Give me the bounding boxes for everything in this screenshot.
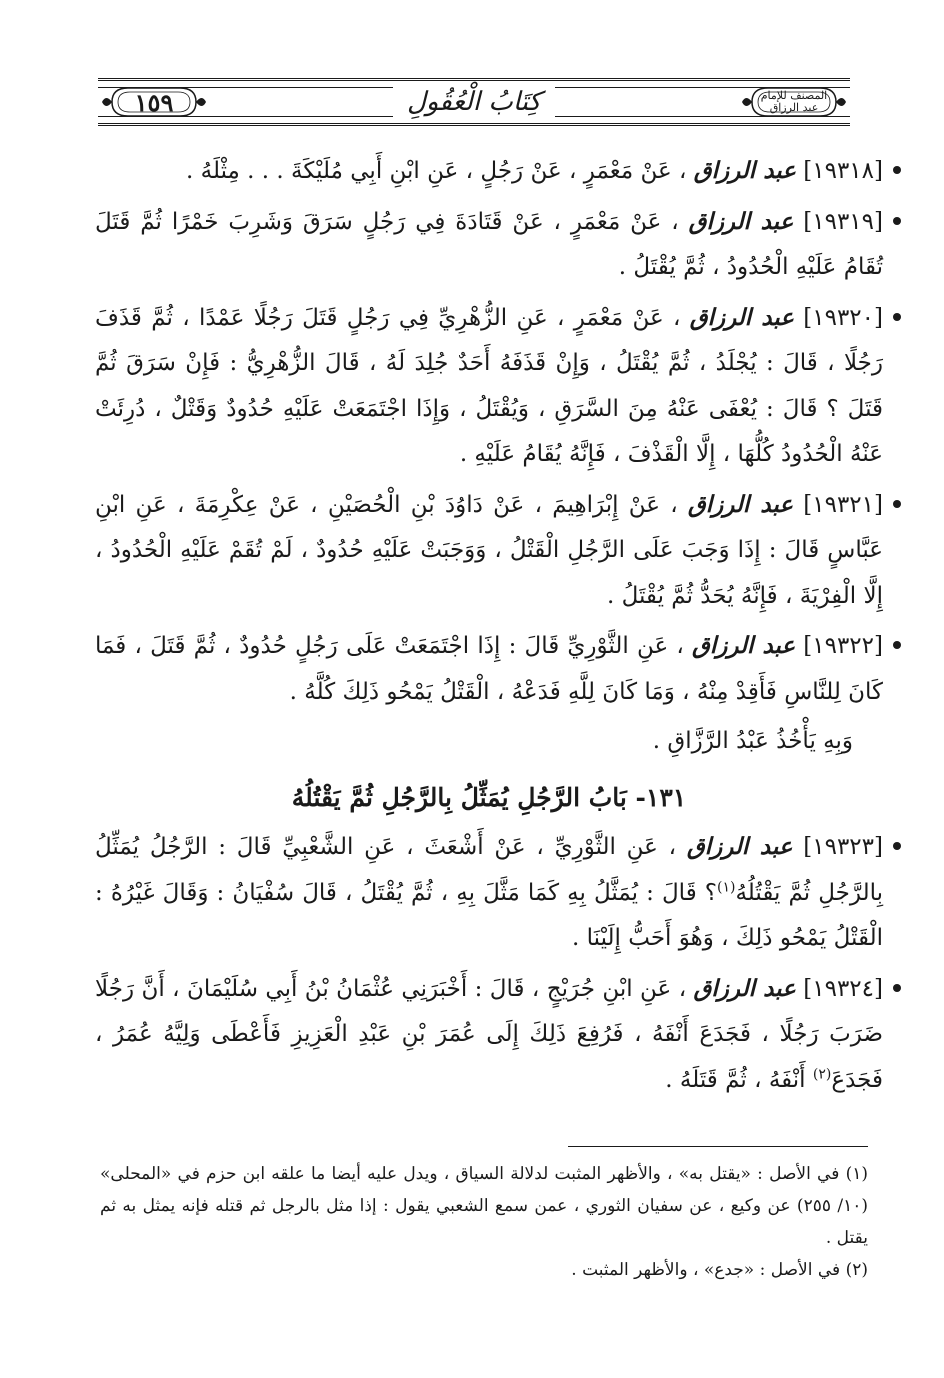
main-text: [95, 148, 883, 1107]
narrator-name: عبد الرزاق: [687, 490, 793, 518]
hadith-text-continued: أَنْفَهُ ، ثُمَّ قَتَلَهُ .: [665, 1066, 806, 1093]
hadith-entry: [95, 966, 883, 1104]
page-number: ١٥٩: [134, 87, 174, 117]
bullet-icon: [893, 984, 901, 992]
hadith-text: ، عَنْ مَعْمَرٍ ، عَنْ قَتَادَةَ فِي رَجُلٍ سَرَقَ وَشَرِبَ خَمْرًا ثُمَّ قَتَلَ تُقَامُ عَلَيْهِ الْحُدُودُ ، ثُمَّ يُقْتَلُ .: [95, 208, 883, 280]
hadith-number: [١٩٣٢٠]: [803, 304, 883, 331]
hadith-entry: [95, 148, 883, 195]
narrator-name: عبد الرزاق: [693, 974, 796, 1002]
bullet-icon: [893, 641, 901, 649]
hadith-number: [١٩٣٢٢]: [803, 633, 884, 659]
bullet-icon: [893, 313, 901, 321]
hadith-text: ، عَنْ مَعْمَرٍ ، عَنْ رَجُلٍ ، عَنِ ابْنِ أَبِي مُلَيْكَةَ . . . مِثْلَهُ .: [186, 158, 687, 184]
hadith-text: ، عَنْ إِبْرَاهِيمَ ، عَنْ دَاوُدَ بْنِ الْحُصَيْنِ ، عَنْ عِكْرِمَةَ ، عَنِ ابْنِ عَبَّاسٍ قَالَ : إِذَا وَجَبَ عَلَى الرَّجُلِ الْقَتْلُ ، وَوَجَبَتْ عَلَيْهِ حُدُودٌ ، لَمْ تُقَمْ عَلَيْهِ الْحُدُودُ ، إِلَّا الْفِرْيَةَ ، فَإِنَّهُ يُحَدُّ ثُمَّ يُقْتَلُ .: [95, 491, 883, 609]
closing-line: وَبِهِ يَأْخُذُ عَبْدُ الرَّزَّاقِ .: [652, 728, 853, 754]
narrator-name: عبد الرزاق: [689, 303, 794, 331]
bullet-icon: [893, 500, 901, 508]
hadith-entry: [95, 623, 883, 715]
footnote-marker[interactable]: (٢): [812, 1065, 832, 1082]
narrator-name: عبد الرزاق: [692, 632, 796, 659]
hadith-number: [١٩٣٢٤]: [803, 975, 883, 1002]
hadith-entry: [95, 824, 883, 962]
seal-text: المصنف للإمام عبد الرزاق: [760, 89, 828, 114]
hadith-text: ، عَنِ الثَّوْرِيِّ قَالَ : إِذَا اجْتَمَعَتْ عَلَى رَجُلٍ حُدُودٌ ، ثُمَّ قَتَلَ ، فَمَا كَانَ لِلنَّاسِ فَأَقِدْ مِنْهُ ، وَمَا كَانَ لِلَّهِ فَدَعْهُ ، الْقَتْلُ يَمْحُو ذَلِكَ كُلَّهُ .: [95, 633, 883, 705]
hadith-number: [١٩٣٢١]: [803, 491, 883, 518]
page-number-frame: [98, 82, 210, 122]
footnote-2: (٢) في الأصل : «جدع» ، والأظهر المثبت .: [571, 1260, 868, 1280]
bullet-icon: [893, 842, 901, 850]
footnote-divider: [568, 1146, 868, 1147]
chapter-heading: ١٣١- بَابُ الرَّجُلِ يُمَثِّلُ بِالرَّجُلِ ثُمَّ يَقْتُلُهُ: [291, 782, 687, 812]
hadith-entry: [95, 295, 883, 478]
narrator-name: عبد الرزاق: [693, 157, 796, 184]
footnote-1: (١) في الأصل : «يقتل به» ، والأظهر المثبت لدلالة السياق ، ويدل عليه أيضا ما علقه ابن حزم في «المحلى» (١٠/ ٢٥٥) عن وكيع ، عن سفيان الثوري ، عمن سمع الشعبي يقول : إذا مثل بالرجل ثم قتله فإنه يمثل به ثم يقتل .: [100, 1164, 868, 1248]
hadith-text-continued: ؟ قَالَ : يُمَثَّلُ بِهِ كَمَا مَثَّلَ بِهِ ، ثُمَّ يُقْتَلُ ، قَالَ سُفْيَانُ : وَقَالَ غَيْرُهُ : الْقَتْلُ يَمْحُو ذَلِكَ ، وَهُوَ أَحَبُّ إِلَيْنَا .: [95, 879, 883, 951]
narrator-name: عبد الرزاق: [688, 207, 794, 235]
footnote-marker[interactable]: (١): [716, 878, 736, 895]
hadith-text: ، عَنْ مَعْمَرٍ ، عَنِ الزُّهْرِيِّ فِي رَجُلٍ قَتَلَ رَجُلًا عَمْدًا ، ثُمَّ قَذَفَ رَجُلًا ، قَالَ : يُجْلَدُ ، ثُمَّ يُقْتَلُ ، وَإِنْ قَذَفَهُ أَحَدٌ جُلِدَ لَهُ ، قَالَ الزُّهْرِيُّ : فَإِنْ سَرَقَ ثُمَّ قَتَلَ ؟ قَالَ : يُعْفَى عَنْهُ مِنَ السَّرَقِ ، وَيُقْتَلُ ، وَإِذَا اجْتَمَعَتْ عَلَيْهِ حُدُودٌ وَقَتْلٌ ، دُرِئَتْ عَنْهُ الْحُدُودُ كُلُّهَا ، إِلَّا الْقَذْفَ ، فَإِنَّهُ يُقَامُ عَلَيْهِ .: [95, 304, 884, 467]
hadith-entry: [95, 199, 883, 291]
bullet-icon: [893, 166, 901, 174]
narrator-name: عبد الرزاق: [686, 833, 793, 860]
page-header: [98, 78, 850, 126]
hadith-number: [١٩٣١٩]: [803, 208, 883, 235]
book-seal: [738, 82, 850, 122]
hadith-number: [١٩٣١٨]: [803, 158, 883, 184]
hadith-text: ، عَنِ الثَّوْرِيِّ ، عَنْ أَشْعَثَ ، عَنِ الشَّعْبِيِّ قَالَ : الرَّجُلُ يُمَثِّلُ بِالرَّجُلِ ثُمَّ يَقْتُلُهُ: [95, 834, 883, 906]
hadith-number: [١٩٣٢٣]: [803, 834, 883, 860]
hadith-entry: [95, 482, 883, 620]
bullet-icon: [893, 217, 901, 225]
footnotes: [100, 1158, 868, 1286]
hadith-text: ، عَنِ ابْنِ جُرَيْجٍ ، قَالَ : أَخْبَرَنِي عُثْمَانُ بْنُ أَبِي سُلَيْمَانَ ، أَنَّ رَجُلًا ضَرَبَ رَجُلًا ، فَجَدَعَ أَنْفَهُ ، فَرُفِعَ ذَلِكَ إِلَى عُمَرَ بْنِ عَبْدِ الْعَزِيزِ فَأَعْطَى وَلِيَّهُ عُمَرُ ، فَجَدَعَ: [95, 975, 883, 1093]
running-title: كِتَابُ الْعُقُولِ: [393, 87, 555, 117]
